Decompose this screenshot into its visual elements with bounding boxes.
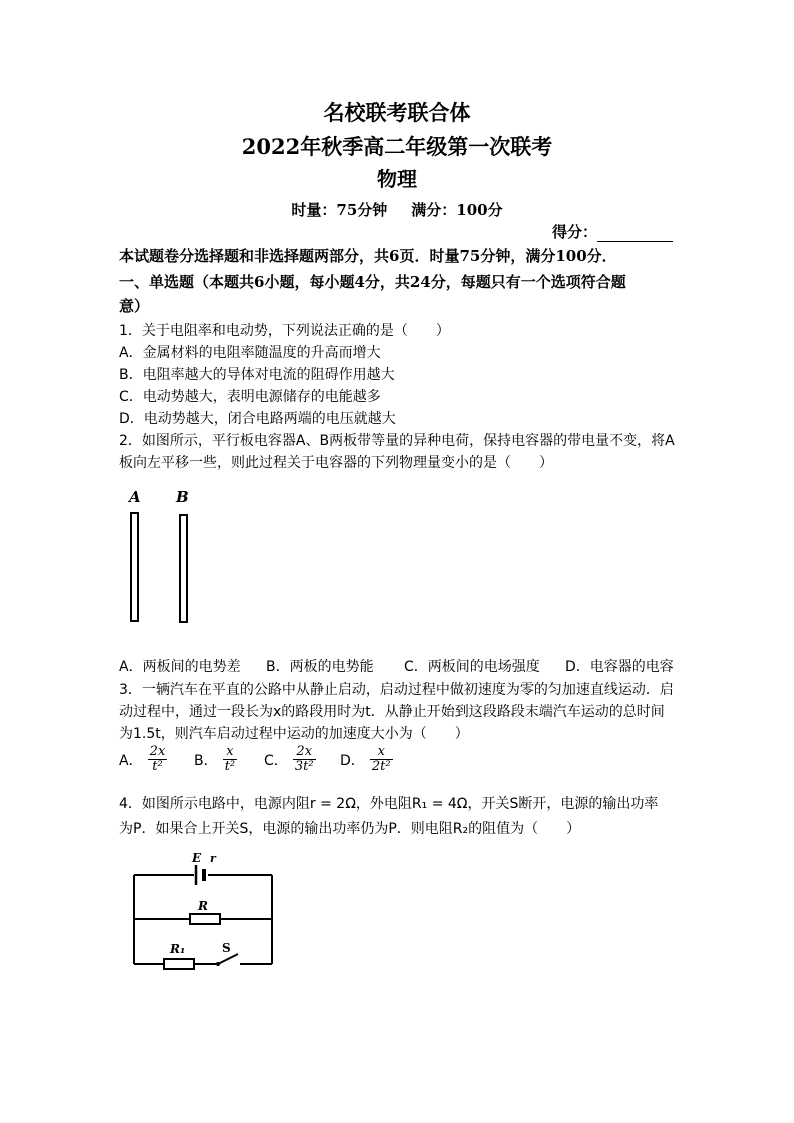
score-field	[552, 221, 673, 242]
switch-label: S	[222, 941, 231, 955]
q2-option-c: C．两板间的电场强度	[404, 659, 540, 675]
plate-a	[131, 513, 138, 621]
internal-resistance-label: r	[210, 852, 216, 865]
open-switch	[218, 954, 238, 964]
q1-option-c: C．电动势越大，表明电源储存的电能越多	[119, 389, 381, 405]
q2-stem-cont: 板向左平移一些，则此过程关于电容器的下列物理量变小的是（ ）	[119, 455, 553, 471]
plate-b-label: B	[176, 488, 189, 506]
q3-option-b-fraction: $\frac{x}{\text{t²}}$	[224, 744, 236, 774]
org-title: 名校联考联合体	[323, 100, 471, 125]
q1-stem: 1．关于电阻率和电动势，下列说法正确的是（ ）	[119, 323, 450, 339]
q2-option-b: B．两板的电势能	[266, 659, 374, 675]
q1-option-b: B．电阻率越大的导体对电流的阻碍作用越大	[119, 367, 395, 383]
intro-line: 本试题卷分选择题和非选择题两部分，共6页．时量75分钟，满分100分．	[119, 247, 617, 265]
section-heading-cont: 意）	[119, 297, 150, 315]
exam-title: 2022年秋季高二年级第一次联考	[241, 134, 553, 159]
exam-meta	[0, 199, 794, 220]
q3-stem-cont2: 为1.5t，则汽车启动过程中运动的加速度大小为（ ）	[119, 726, 469, 742]
time-limit: 时量：75分钟	[291, 201, 388, 219]
score-label: 得分：	[552, 223, 598, 241]
q3-option-b: B． $\frac{x}{\text{t²}}$	[194, 744, 236, 774]
q1-option-a: A．金属材料的电阻率随温度的升高而增大	[119, 345, 381, 361]
section-heading: 一、单选题（本题共6小题，每小题4分，共24分，每题只有一个选项符合题	[119, 273, 626, 291]
resistor-r1	[164, 959, 194, 969]
plate-b	[180, 515, 187, 622]
q3-option-c-fraction: $\frac{2x}{\text{3t²}}$	[294, 744, 314, 774]
q3-option-c: C． $\frac{2x}{\text{3t²}}$	[264, 744, 314, 774]
q3-option-a-fraction: $\frac{2x}{\text{t²}}$	[149, 744, 166, 774]
resistor-r2-label: R	[198, 899, 208, 913]
q3-option-a: A． $\frac{2x}{\text{t²}}$	[119, 744, 166, 774]
circuit-figure	[128, 848, 278, 970]
emf-label: E	[192, 851, 202, 865]
q3-stem-cont: 动过程中，通过一段长为x的路段用时为t．从静止开始到这段路段末端汽车运动的总时间	[119, 704, 665, 720]
resistor-r2	[190, 914, 220, 924]
score-blank	[597, 227, 673, 242]
q3-stem: 3．一辆汽车在平直的公路中从静止启动，启动过程中做初速度为零的匀加速直线运动．启	[119, 682, 674, 698]
plate-a-label: A	[129, 488, 141, 506]
q2-option-d: D．电容器的电容	[565, 659, 674, 675]
capacitor-figure	[118, 485, 208, 630]
subject-title: 物理	[377, 167, 417, 191]
q3-option-d-fraction: $\frac{x}{\text{2t²}}$	[371, 744, 391, 774]
q2-stem: 2．如图所示，平行板电容器A、B两板带等量的异种电荷，保持电容器的带电量不变，将A	[119, 433, 675, 449]
full-score: 满分：100分	[411, 201, 503, 219]
q3-option-d: D． $\frac{x}{\text{2t²}}$	[340, 744, 391, 774]
q1-option-d: D．电动势越大，闭合电路两端的电压就越大	[119, 411, 396, 427]
resistor-r1-label: R₁	[170, 942, 186, 956]
q4-stem-cont: 为P．如果合上开关S，电源的输出功率仍为P．则电阻R₂的阻值为（ ）	[119, 821, 581, 837]
q2-option-a: A．两板间的电势差	[119, 659, 241, 675]
q4-stem: 4．如图所示电路中，电源内阻r = 2Ω，外电阻R₁ = 4Ω，开关S断开，电源的输出功率	[119, 796, 659, 812]
